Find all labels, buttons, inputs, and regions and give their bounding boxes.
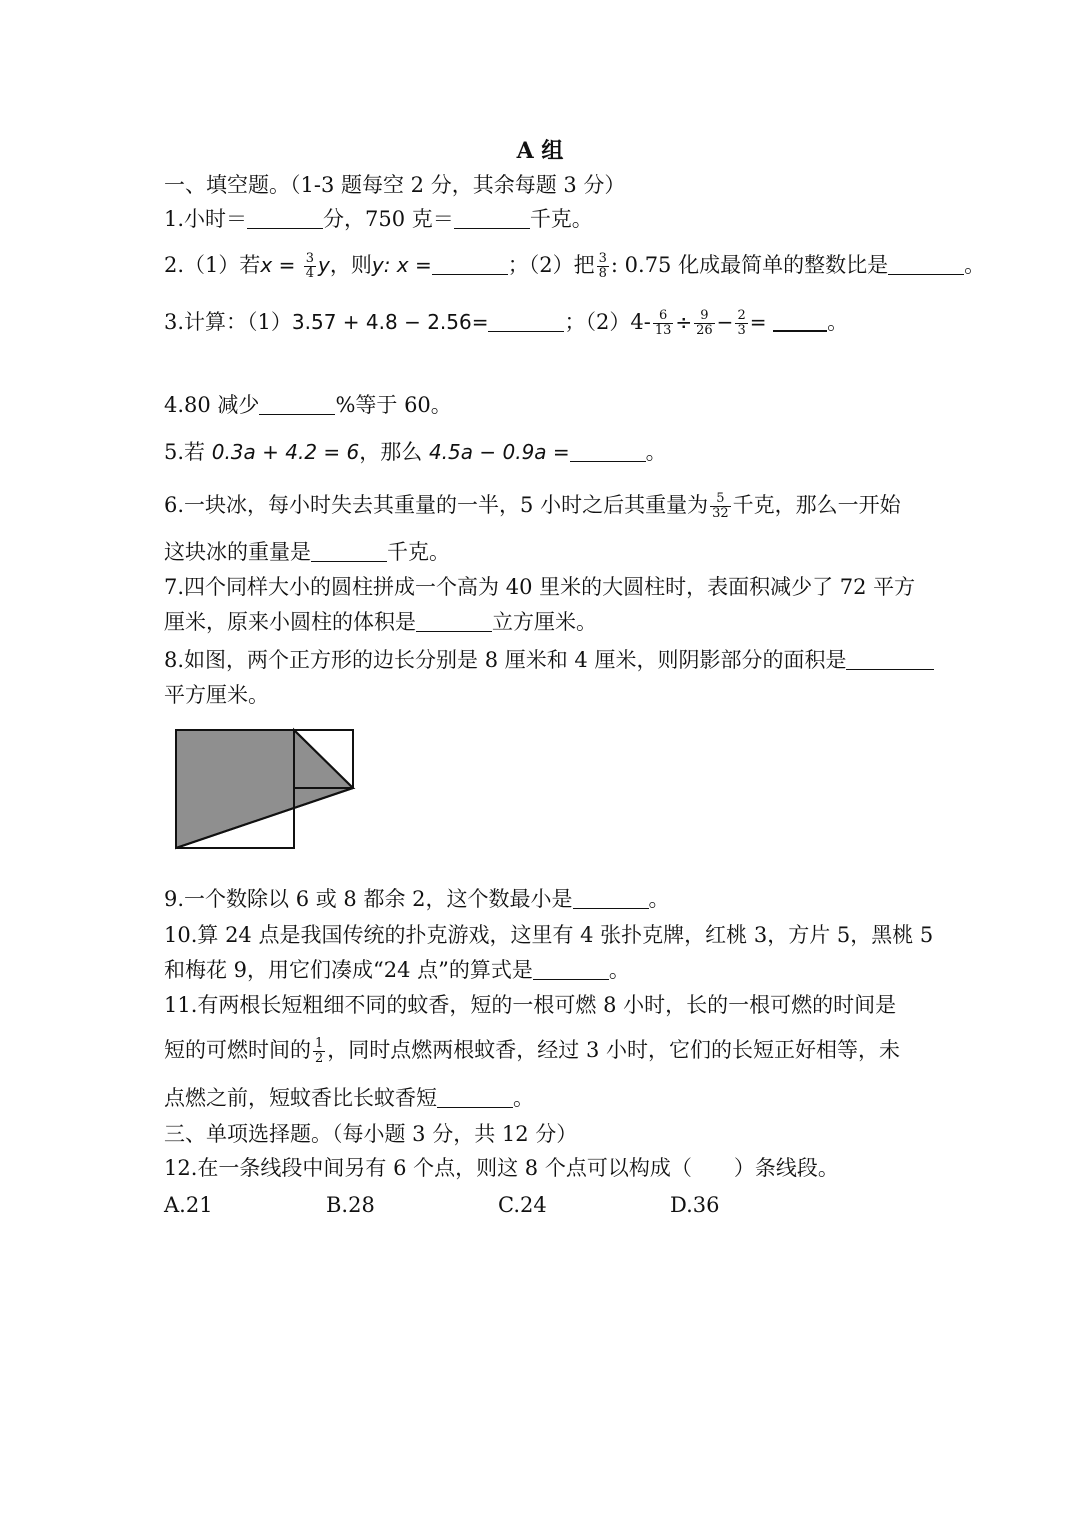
- question-12: 12.在一条线段中间另有 6 个点，则这 8 个点可以构成（ ）条线段。: [164, 1156, 839, 1180]
- answer-blank[interactable]: [432, 252, 508, 275]
- answer-blank[interactable]: [437, 1085, 513, 1108]
- answer-blank[interactable]: [311, 539, 387, 562]
- choice-a[interactable]: A.21: [164, 1193, 213, 1217]
- question-6-line-2: 这块冰的重量是 千克。: [164, 540, 450, 564]
- page-title: A 组: [516, 138, 564, 164]
- answer-blank[interactable]: [570, 439, 646, 462]
- question-7-line-1: 7.四个同样大小的圆柱拼成一个高为 40 里米的大圆柱时，表面积减少了 72 平方: [164, 575, 916, 599]
- fraction: $\frac{3}{8}$: [598, 251, 607, 281]
- fraction: $\frac{9}{26}$: [696, 308, 713, 338]
- answer-blank[interactable]: [773, 308, 827, 332]
- question-1: 1.小时＝ 分，750 克＝ 千克。: [164, 207, 593, 231]
- question-11-line-2: 短的可燃时间的 $\frac{1}{2}$ ，同时点燃两根蚊香，经过 3 小时，它们的长短正好相等，未: [164, 1036, 900, 1066]
- section-fill-blank-heading: 一、填空题。（1-3 题每空 2 分，其余每题 3 分）: [164, 173, 626, 197]
- section-single-choice-heading: 三、单项选择题。（每小题 3 分，共 12 分）: [164, 1122, 578, 1146]
- question-5: 5.若 0.3a + 4.2 = 6，那么 4.5a − 0.9a = 。: [164, 440, 667, 464]
- answer-blank[interactable]: [416, 609, 492, 632]
- answer-blank[interactable]: [247, 206, 323, 229]
- choice-b[interactable]: B.28: [326, 1193, 375, 1217]
- question-4: 4.80 减少 %等于 60。: [164, 393, 452, 417]
- fraction: $\frac{6}{13}$: [654, 308, 672, 338]
- fraction: $\frac{2}{3}$: [737, 308, 746, 338]
- choice-d[interactable]: D.36: [670, 1193, 720, 1217]
- fraction: $\frac{3}{4}$: [305, 251, 315, 281]
- answer-blank[interactable]: [888, 252, 964, 275]
- fraction: $\frac{5}{32}$: [712, 491, 729, 521]
- answer-blank[interactable]: [573, 886, 649, 909]
- question-10-line-1: 10.算 24 点是我国传统的扑克游戏，这里有 4 张扑克牌，红桃 3，方片 5，黑桃 5: [164, 923, 934, 947]
- two-squares-figure: [172, 726, 362, 856]
- question-10-line-2: 和梅花 9，用它们凑成“24 点”的算式是 。: [164, 958, 630, 982]
- question-11-line-1: 11.有两根长短粗细不同的蚊香，短的一根可燃 8 小时，长的一根可燃的时间是: [164, 993, 897, 1017]
- answer-blank[interactable]: [488, 309, 564, 332]
- question-2: 2.（1）若x = $\frac{3}{4}$ y，则y: x = ；（2）把 $\frac{3}{8}$ : 0.75 化成最简单的整数比是 。: [164, 251, 986, 281]
- answer-blank[interactable]: [454, 206, 530, 229]
- question-8-line-1: 8.如图，两个正方形的边长分别是 8 厘米和 4 厘米，则阴影部分的面积是: [164, 645, 934, 675]
- answer-blank[interactable]: [259, 392, 335, 415]
- choice-c[interactable]: C.24: [498, 1193, 547, 1217]
- question-6-line-1: 6.一块冰，每小时失去其重量的一半，5 小时之后其重量为 $\frac{5}{32}$ 千克，那么一开始: [164, 491, 901, 521]
- question-9: 9.一个数除以 6 或 8 都余 2，这个数最小是 。: [164, 887, 670, 911]
- answer-blank[interactable]: [533, 957, 609, 980]
- answer-blank[interactable]: [846, 647, 934, 670]
- question-7-line-2: 厘米，原来小圆柱的体积是 立方厘米。: [164, 610, 597, 634]
- question-3: 3.计算：（1）3.57 + 4.8 − 2.56= ；（2）4- $\frac{6}{13}$ ÷ $\frac{9}{26}$ − $\frac{2}{3}$ = 。: [164, 308, 849, 338]
- fraction: $\frac{1}{2}$: [315, 1036, 324, 1066]
- question-11-line-3: 点燃之前，短蚊香比长蚊香短 。: [164, 1086, 534, 1110]
- question-8-line-2: 平方厘米。: [164, 683, 269, 707]
